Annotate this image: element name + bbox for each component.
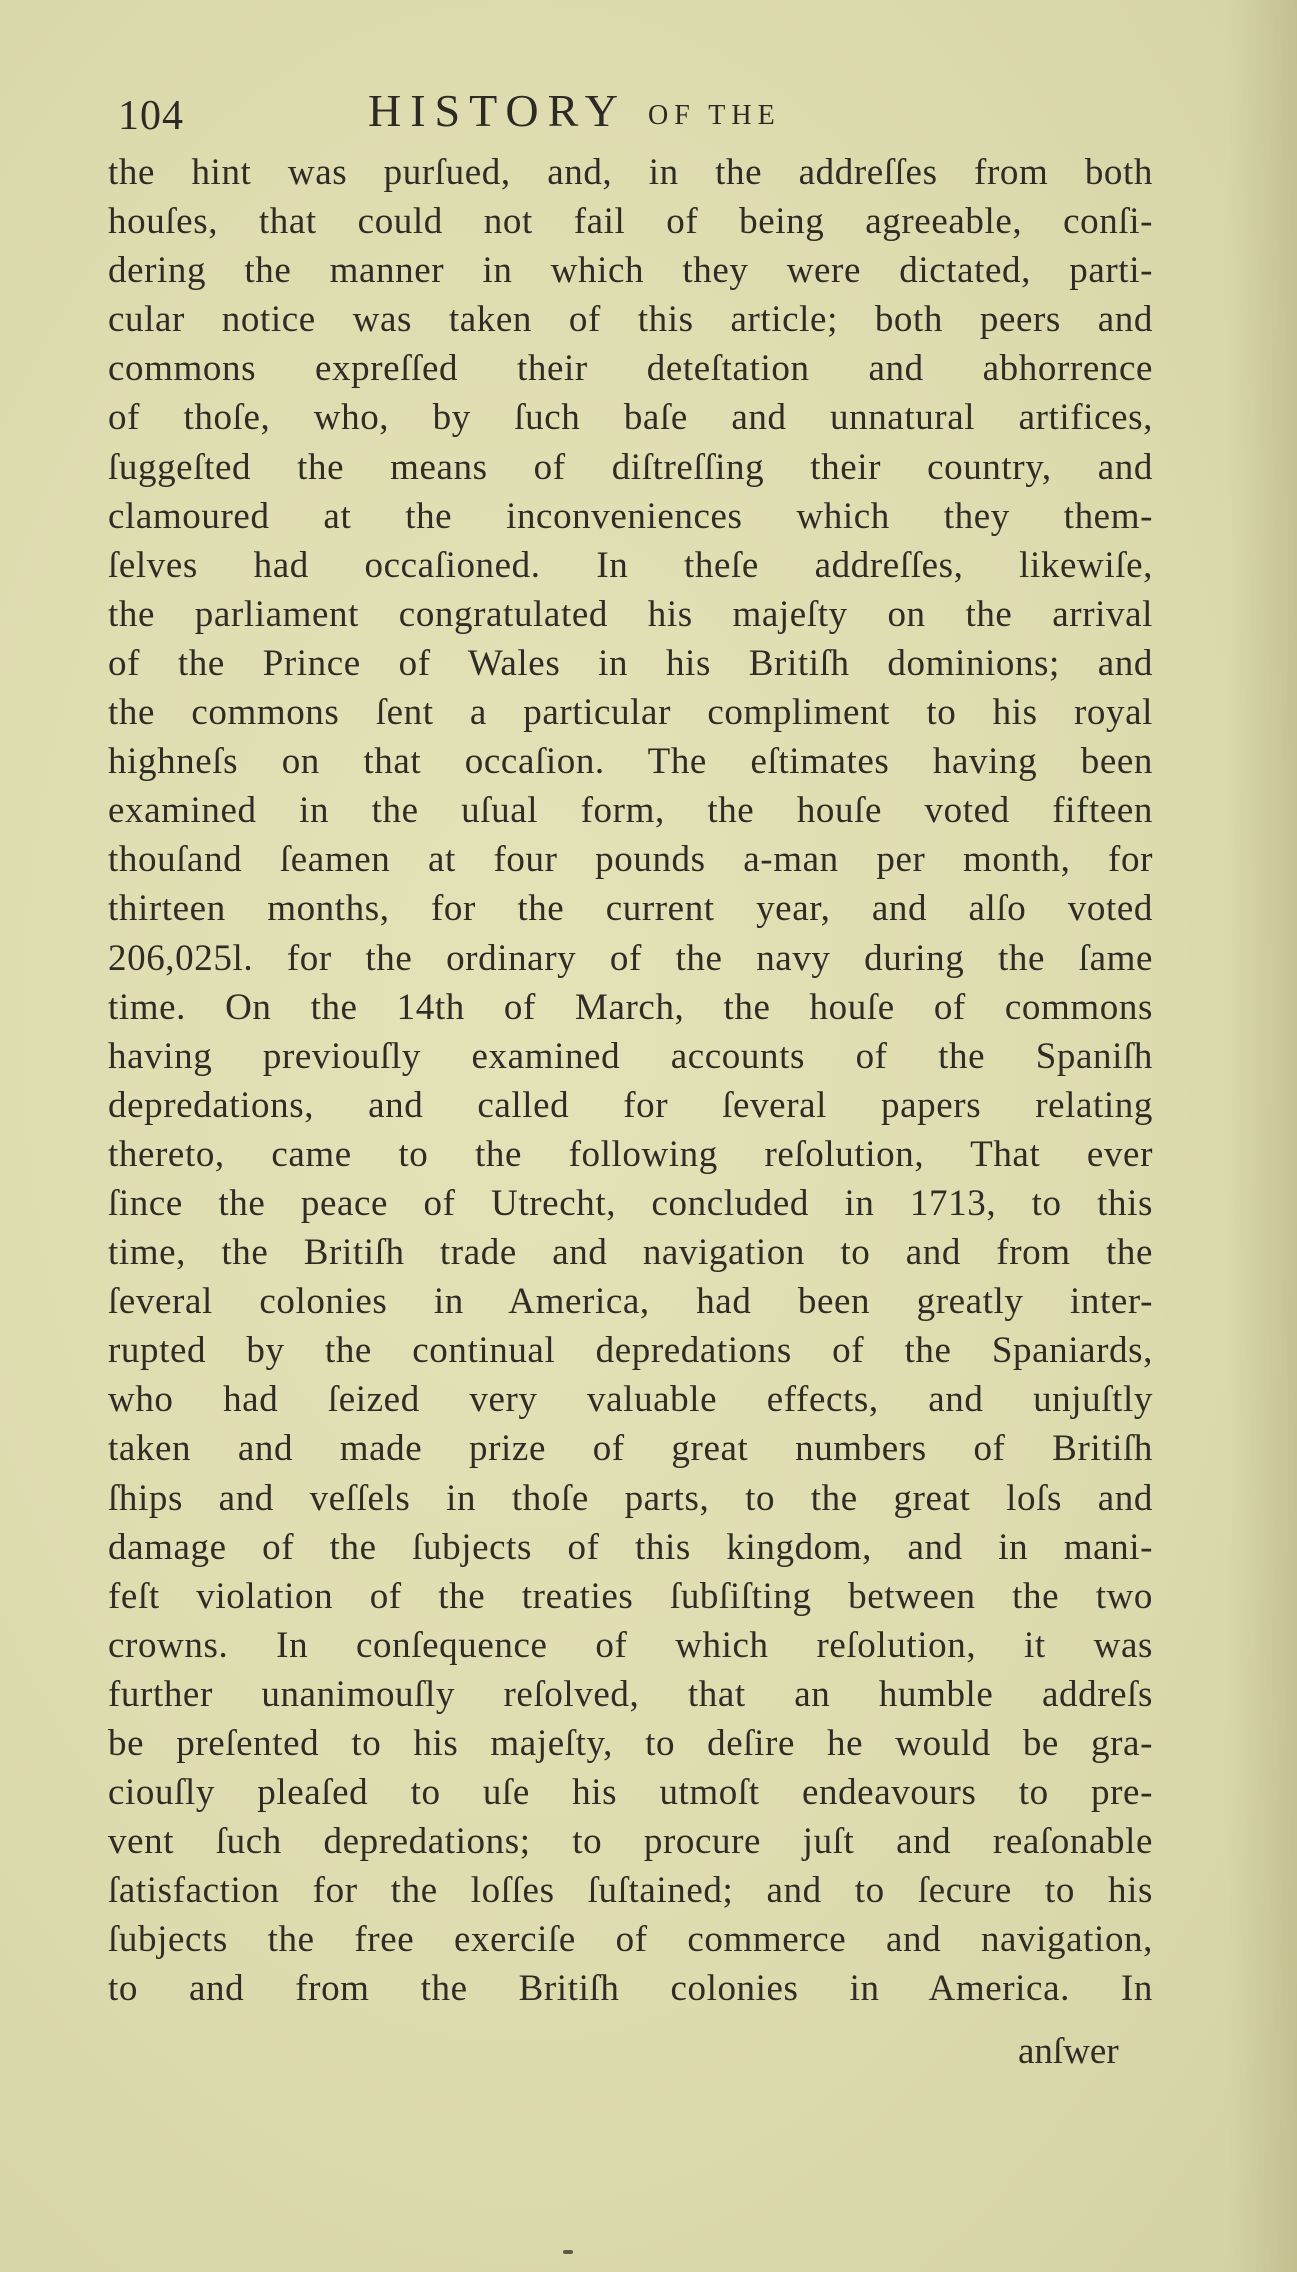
text-line: clamoured at the inconveniences which they them-	[108, 495, 1153, 537]
page-number: 104	[118, 93, 184, 139]
body-text	[108, 148, 1158, 2014]
text-line: houſes, that could not fail of being agreeable, conſi-	[108, 201, 1153, 243]
running-head-suffix: OF THE	[648, 100, 781, 131]
text-line: who had ſeized very valuable effects, and unjuſtly	[108, 1379, 1153, 1421]
text-line: time. On the 14th of March, the houſe of commons	[108, 986, 1153, 1028]
text-line: feſt violation of the treaties ſubſiſting between the two	[108, 1575, 1153, 1617]
text-line: rupted by the continual depredations of the Spaniards,	[108, 1330, 1153, 1372]
text-line: ſeveral colonies in America, had been greatly inter-	[108, 1281, 1153, 1323]
text-line: thouſand ſeamen at four pounds a-man per month, for	[108, 839, 1153, 881]
text-line: the hint was purſued, and, in the addreſſes from both	[108, 152, 1153, 193]
running-head-title: HISTORY	[368, 85, 627, 136]
text-line: crowns. In conſequence of which reſolution, it was	[108, 1624, 1153, 1666]
text-line: ſubjects the free exerciſe of commerce and navigation,	[108, 1919, 1153, 1961]
text-line: ciouſly pleaſed to uſe his utmoſt endeavours to pre-	[108, 1772, 1153, 1814]
text-line: the commons ſent a particular compliment to his royal	[108, 692, 1153, 734]
running-head	[118, 84, 1118, 144]
text-line: depredations, and called for ſeveral papers relating	[108, 1084, 1153, 1126]
paper-speck	[563, 2250, 573, 2254]
text-line: ſelves had occaſioned. In theſe addreſſes, likewiſe,	[108, 544, 1153, 586]
text-line: 206,025l. for the ordinary of the navy during the ſame	[108, 937, 1153, 979]
text-line: ſince the peace of Utrecht, concluded in 1713, to this	[108, 1182, 1153, 1224]
text-line: thereto, came to the following reſolution, That ever	[108, 1133, 1153, 1175]
text-line: to and from the Britiſh colonies in America. In	[108, 1968, 1153, 2010]
text-line: damage of the ſubjects of this kingdom, and in mani-	[108, 1526, 1153, 1568]
text-line: commons expreſſed their deteſtation and abhorrence	[108, 348, 1153, 390]
text-line: ſhips and veſſels in thoſe parts, to the great loſs and	[108, 1477, 1153, 1519]
text-line: vent ſuch depredations; to procure juſt and reaſonable	[108, 1821, 1153, 1863]
text-line: further unanimouſly reſolved, that an humble addreſs	[108, 1673, 1153, 1715]
text-line: cular notice was taken of this article; both peers and	[108, 299, 1153, 341]
text-line: of the Prince of Wales in his Britiſh dominions; and	[108, 642, 1153, 684]
text-line: highneſs on that occaſion. The eſtimates having been	[108, 741, 1153, 783]
text-line: be preſented to his majeſty, to deſire he would be gra-	[108, 1723, 1153, 1764]
text-line: ſatisfaction for the loſſes ſuſtained; and to ſecure to his	[108, 1870, 1153, 1912]
text-line: the parliament congratulated his majeſty on the arrival	[108, 593, 1153, 635]
text-line: dering the manner in which they were dictated, parti-	[108, 250, 1153, 292]
text-line: ſuggeſted the means of diſtreſſing their country, and	[108, 446, 1153, 488]
text-line: having previouſly examined accounts of the Spaniſh	[108, 1035, 1153, 1077]
text-line: taken and made prize of great numbers of Britiſh	[108, 1428, 1153, 1470]
catchword: anſwer	[1018, 2031, 1119, 2072]
text-line: time, the Britiſh trade and navigation to and from the	[108, 1232, 1153, 1274]
text-line: examined in the uſual form, the houſe voted fifteen	[108, 790, 1153, 832]
page-edge-shadow	[1227, 0, 1297, 2272]
text-line: of thoſe, who, by ſuch baſe and unnatural artifices,	[108, 397, 1153, 439]
text-line: thirteen months, for the current year, and alſo voted	[108, 888, 1153, 930]
